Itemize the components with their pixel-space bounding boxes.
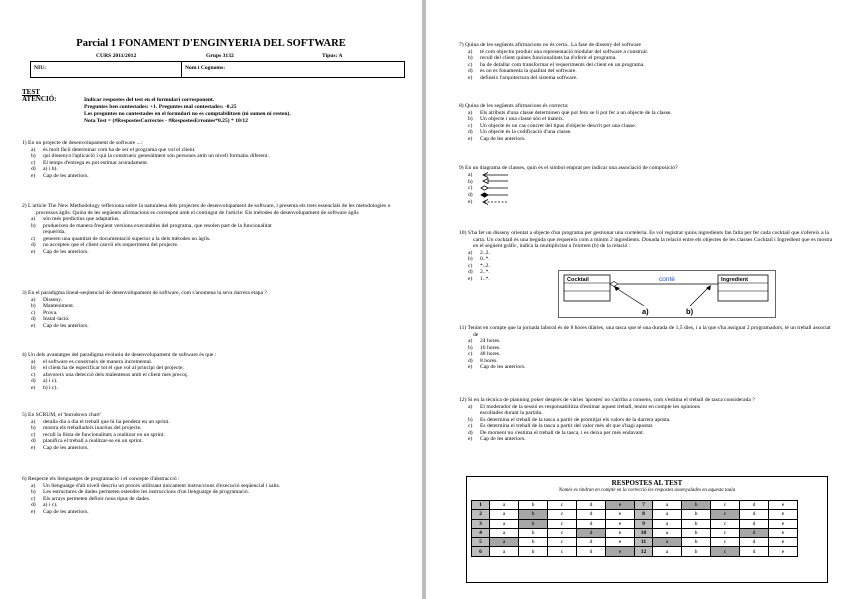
answer-cell[interactable]: e <box>606 510 635 519</box>
option-text: Els arrays permeten definir nous tipus de dades. <box>43 495 151 502</box>
answer-cell[interactable]: e <box>606 519 635 528</box>
option-text: planifica el treball a realitzar-se en un sprint. <box>43 438 143 444</box>
association-label: conté <box>659 276 675 283</box>
answer-cell[interactable]: d <box>740 501 769 510</box>
answer-option <box>22 323 404 330</box>
answer-cell[interactable]: c <box>711 547 740 556</box>
option-text: *..2. <box>480 262 490 269</box>
answer-sheet-subtitle: Només es tindran en compte en la correcció les respostes assenyalades en aquesta taula <box>558 488 736 493</box>
option-letter: b) <box>31 365 36 371</box>
exam-type: Tipus: A <box>322 53 343 59</box>
answer-option <box>22 445 404 452</box>
answer-cell[interactable]: b <box>519 519 548 528</box>
option-text: escoltades durant la partida. <box>480 410 543 416</box>
question-stem: 9) En un diagrama de classes, quin és el símbol emprat per indicar una associació de composició? <box>459 165 678 171</box>
option-text: no accepten que el client canviï els requeriment del projecte. <box>43 242 179 248</box>
option-text: 16 hores. <box>480 344 501 351</box>
option-letter: c) <box>31 309 36 316</box>
answer-cell[interactable]: b <box>682 501 711 510</box>
answer-option <box>459 364 834 371</box>
question-number: 4 <box>472 528 490 537</box>
answer-cell[interactable]: a <box>490 547 519 556</box>
option-text: 24 hores. <box>480 338 501 344</box>
answer-option <box>459 436 834 443</box>
option-letter: e) <box>31 508 36 515</box>
question-r0 <box>459 42 834 81</box>
answer-cell[interactable]: b <box>519 547 548 556</box>
atencio-line-2: Preguntes ben contestades: +1. Preguntes mal contestades: -0.25 <box>84 104 237 110</box>
table-row <box>472 538 798 547</box>
option-letter: e) <box>31 444 36 451</box>
question-l0 <box>22 140 404 179</box>
option-letter: d) <box>468 192 473 199</box>
option-letter: d) <box>31 166 36 172</box>
answer-cell[interactable]: b <box>519 528 548 537</box>
answer-cell[interactable]: d <box>740 547 769 556</box>
option-text: Un llenguatge d'alt nivell descriu un procés utilitzant únicament instruccions d'execució seqüencial i salts. <box>43 482 281 489</box>
option-text: ha de detallar com transformar el requeriments del client en un programa. <box>480 61 645 68</box>
option-text: generen una quantitat de documentació superior a la dels mètodes no àgils. <box>43 235 211 242</box>
option-text: Cap de les anteriors. <box>480 135 526 142</box>
answer-cell[interactable]: a <box>653 510 682 519</box>
option-letter: a) <box>468 249 473 256</box>
exam-title: Parcial 1 FONAMENT D'ENGINYERIA DEL SOFTWARE <box>76 38 346 49</box>
ingredient-class-label: Ingredient <box>721 277 749 283</box>
option-text: Prova. <box>43 309 58 316</box>
answer-cell[interactable]: c <box>548 501 577 510</box>
page-right <box>426 0 848 599</box>
question-stem: 4) Un dels avantatges del paradigma evolutiu de desenvolupament de software és que : <box>22 352 217 358</box>
atencio-label: ATENCIÓ: <box>22 95 57 103</box>
answer-cell[interactable]: d <box>577 501 606 510</box>
option-text: a) i b). <box>43 166 58 172</box>
option-text: Cap de les anteriors. <box>43 172 89 179</box>
option-text: produeixen de manera freqüent versions executables del programa, que resolen part de la funcionalitat <box>43 222 272 229</box>
option-letter: e) <box>468 74 473 81</box>
option-text: Cap de les anteriors. <box>480 364 526 370</box>
option-text: 0..*. <box>480 256 490 262</box>
option-text: El moderador de la sessió es responsabilitza d'estimar aquest treball, tenint en compte les opinions <box>480 403 700 410</box>
answer-cell[interactable]: e <box>769 501 798 510</box>
option-letter: c) <box>31 159 36 166</box>
option-text: Manteniment. <box>43 303 75 309</box>
answer-cell[interactable]: d <box>740 538 769 547</box>
uml-symbol-icon <box>480 192 510 198</box>
question-stem: 6) Respecte els llenguatges de programació i el concepte d'abstracció : <box>22 476 180 482</box>
question-stem: 7) Quina de les següents afirmacions no és certa.. La fase de disseny del software <box>459 42 642 48</box>
option-text: és on es fonamenta la qualitat del software. <box>480 68 577 74</box>
option-text: Els atributs d'una classe determinen què pot fero se li pot fer a un objecte de la classe. <box>480 109 672 116</box>
option-text: 2..2. <box>480 249 490 256</box>
label-b: b) <box>686 307 694 316</box>
option-text: De moment no s'estima el treball de la tasca, i es deixa per més endavant. <box>480 429 645 436</box>
option-letter: e) <box>31 172 36 179</box>
answer-option <box>459 172 834 179</box>
option-text: El temps d'entrega es pot estimar acuradament. <box>43 159 149 166</box>
question-l5 <box>22 476 404 515</box>
answer-sheet-title: RESPOSTES AL TEST <box>611 479 683 487</box>
question-number: 3 <box>472 519 490 528</box>
question-number: 7 <box>635 501 653 510</box>
name-label: Nom i Cognoms: <box>185 65 226 71</box>
option-letter: d) <box>468 429 473 436</box>
question-l1 <box>22 203 404 255</box>
option-letter: e) <box>468 198 473 205</box>
answer-sheet <box>466 476 828 583</box>
option-text: 2..*. <box>480 269 490 275</box>
question-stem: 1) En un projecte de desenvolupament de software ...: <box>22 140 143 146</box>
answer-cell[interactable]: b <box>519 510 548 519</box>
option-letter: e) <box>468 364 473 370</box>
option-letter: c) <box>31 495 36 502</box>
option-letter: c) <box>31 235 36 242</box>
option-letter: a) <box>31 146 36 153</box>
answer-cell[interactable]: c <box>711 538 740 547</box>
option-text: Un objecte i una classe són el mateix. <box>480 116 565 122</box>
option-letter: a) <box>31 296 36 303</box>
option-text: Cap de les anteriors. <box>43 444 89 451</box>
option-text: té com objectiu produir una representació modular del software a construir. <box>480 48 649 55</box>
option-text: és molt fàcil determinar com ha de ser el programa que vol el client. <box>43 146 196 153</box>
answer-cell[interactable]: c <box>548 547 577 556</box>
option-text: mostra els treballadors inactius del projecte. <box>43 425 142 431</box>
answer-cell[interactable]: a <box>653 547 682 556</box>
answer-cell[interactable]: c <box>548 519 577 528</box>
answer-cell[interactable]: c <box>548 510 577 519</box>
question-l3 <box>22 352 404 391</box>
option-letter: b) <box>468 116 473 122</box>
option-text: Cap de les anteriors. <box>43 248 89 255</box>
answer-option <box>22 509 404 516</box>
question-number: 11 <box>635 538 653 547</box>
option-letter: a) <box>468 338 473 344</box>
question-number: 8 <box>635 510 653 519</box>
question-stem: 10) S'ha fet un disseny orientat a objecte d'un programa per gestionar una cocteleria. Es vol registrar quins ingredients fan falta per fer cada cocktail que s'ofereix a la carta. Un cocktail és una beguda que requereix com a mínim 2 ingredients. Donada la relació entre els objectes de les classes Cocktail i Ingredient que es mostra en el següent gràfic, indica la multiplicitat a l'extrem (b) de la relació : <box>459 230 833 249</box>
course-year: CURS 2011/2012 <box>96 53 137 59</box>
option-letter: b) <box>468 344 473 351</box>
uml-symbol-icon <box>480 172 510 178</box>
option-letter: d) <box>31 242 36 248</box>
answer-cell[interactable]: e <box>606 501 635 510</box>
answer-cell[interactable]: e <box>769 510 798 519</box>
option-letter: b) <box>31 303 36 309</box>
answer-cell[interactable]: e <box>769 528 798 537</box>
answer-table <box>471 500 798 557</box>
option-text: 1..*. <box>480 275 490 282</box>
option-letter: e) <box>468 436 473 442</box>
option-letter: e) <box>31 384 36 391</box>
answer-cell[interactable]: e <box>769 519 798 528</box>
question-r4 <box>459 325 834 371</box>
name-field[interactable] <box>181 61 405 78</box>
option-letter: d) <box>468 357 473 364</box>
option-letter: c) <box>468 262 473 269</box>
question-stem: 3) En el paradigma lineal-seqüencial de desenvolupament de software, com s'anomena la seva darrera etapa ? <box>22 290 267 296</box>
question-l2 <box>22 290 404 329</box>
question-number: 5 <box>472 538 490 547</box>
answer-cell[interactable]: c <box>711 510 740 519</box>
atencio-line-4: Nota Test = (#RespostesCorrectes - #RespostesErronies*0.25) * 10/12 <box>84 118 248 124</box>
answer-option <box>459 185 834 192</box>
answer-cell[interactable]: e <box>769 538 798 547</box>
question-stem: 2) L'article The New Methodology reflexiona sobre la naturalesa dels projectes de desenvolupament de software, i presenta els trets essencials de les metodologies o processos àgils. Quina de les següents afirmacions es correspon amb el contingut de l'article: Els mètodes de desenvolupament de software àgils <box>22 203 391 216</box>
cocktail-class-label: Cocktail <box>567 277 589 283</box>
option-text: Instal·lació. <box>43 316 70 322</box>
question-l4 <box>22 412 404 451</box>
option-text: qui dissenya l'aplicació i qui la construeix generalment són persones amb un nivell formatiu diferent. <box>43 153 269 159</box>
answer-cell[interactable]: b <box>682 547 711 556</box>
answer-cell[interactable]: a <box>490 519 519 528</box>
answer-cell[interactable]: e <box>769 547 798 556</box>
answer-cell[interactable]: d <box>577 510 606 519</box>
option-text: són més predictius que adaptatius. <box>43 216 120 222</box>
option-letter: c) <box>468 61 473 68</box>
uml-symbol-icon <box>480 199 510 205</box>
answer-cell[interactable]: b <box>682 519 711 528</box>
option-letter: a) <box>31 216 36 222</box>
question-stem: 12) Si en la tècnica de planning poker després de vàries 'apostes' no s'arriba a consens, com s'estima el treball de tasca considerada ? <box>459 397 755 403</box>
option-text: defineix l'arquitectura del sistema software. <box>480 74 578 81</box>
option-letter: e) <box>31 322 36 329</box>
question-number: 6 <box>472 547 490 556</box>
answer-cell[interactable]: b <box>682 528 711 537</box>
option-text: a) i c). <box>43 502 58 508</box>
answer-cell[interactable]: a <box>490 528 519 537</box>
answer-option <box>459 136 834 143</box>
option-letter: b) <box>468 178 473 185</box>
answer-cell[interactable]: a <box>653 538 682 547</box>
question-r2 <box>459 165 834 205</box>
table-row <box>472 519 798 528</box>
answer-option <box>459 199 834 206</box>
uml-symbol-icon <box>480 185 510 191</box>
option-letter: d) <box>31 502 36 508</box>
option-text: Un objecte és un cas concret del tipus d'objecte descrit per una classe. <box>480 122 637 129</box>
label-a: a) <box>642 307 649 316</box>
question-stem: 5) En SCRUM, el 'burndown chart' <box>22 412 101 418</box>
answer-cell[interactable]: c <box>548 538 577 547</box>
option-letter: e) <box>31 248 36 255</box>
page-left <box>0 0 422 599</box>
option-letter: d) <box>31 378 36 384</box>
answer-cell[interactable]: b <box>519 501 548 510</box>
option-letter: d) <box>31 316 36 322</box>
answer-cell[interactable]: c <box>548 528 577 537</box>
option-text: 8 hores. <box>480 357 498 364</box>
answer-cell[interactable]: a <box>653 519 682 528</box>
answer-cell[interactable]: a <box>490 501 519 510</box>
option-letter: c) <box>31 431 36 438</box>
option-letter: d) <box>468 68 473 74</box>
answer-cell[interactable]: d <box>577 538 606 547</box>
option-text: el client ha de especificar tot el que vol al principi del projecte. <box>43 365 184 371</box>
option-letter: b) <box>468 256 473 262</box>
option-text: Es determina el treball de la tasca a partir del valor més alt que s'hagi apostat. <box>480 423 654 429</box>
atencio-line-3: Les preguntes no contestades en el formulari no es comptabilitzen (ni sumen ni resten). <box>84 111 291 117</box>
question-stem: 11) Tenint en compte que la jornada laboral és de 8 hores diàries, una tasca que té una durada de 1,5 dies, i a la que s'ha assignat 2 programadors, té un treball associat de <box>459 325 831 338</box>
table-row <box>472 528 798 537</box>
answer-cell[interactable]: d <box>577 547 606 556</box>
option-text: Cap de les anteriors. <box>43 508 89 515</box>
option-text: recull la llista de funcionalitats a realitzar en un sprint. <box>43 431 165 438</box>
option-letter: c) <box>468 351 473 357</box>
answer-cell[interactable]: d <box>740 510 769 519</box>
option-letter: a) <box>468 109 473 116</box>
answer-cell[interactable]: d <box>740 528 769 537</box>
option-text: el software es construeix de manera incremental. <box>43 358 153 365</box>
answer-option <box>459 178 834 185</box>
answer-option <box>22 173 404 180</box>
answer-cell[interactable]: d <box>740 519 769 528</box>
answer-cell[interactable]: d <box>577 528 606 537</box>
atencio-line-1: Indicar respostes del test en el formulari corresponent. <box>84 97 215 103</box>
answer-cell[interactable]: c <box>711 528 740 537</box>
option-letter: b) <box>31 153 36 159</box>
class-diagram <box>558 270 776 318</box>
question-number: 9 <box>635 519 653 528</box>
option-text: Es determina el treball de la tasca a partir de promitjar els valors de la darrera aposta. <box>480 416 671 423</box>
option-letter: e) <box>468 275 473 282</box>
option-letter: c) <box>468 122 473 129</box>
option-text: requerida. <box>43 229 66 235</box>
answer-cell[interactable]: a <box>653 528 682 537</box>
question-r1 <box>459 103 834 142</box>
option-text: Cap de les anteriors. <box>480 436 526 442</box>
option-letter: a) <box>31 358 36 365</box>
answer-cell[interactable]: a <box>490 510 519 519</box>
option-letter: b) <box>468 416 473 423</box>
table-row <box>472 547 798 556</box>
answer-cell[interactable]: b <box>682 538 711 547</box>
question-number: 12 <box>635 547 653 556</box>
option-letter: c) <box>468 423 473 429</box>
option-text: afavoreix una detecció dels malentesos amb el client més precoç. <box>43 371 189 378</box>
niu-label: NIU: <box>34 65 47 71</box>
option-letter: d) <box>468 269 473 275</box>
option-text: Un objecte és la codificació d'una classe. <box>480 129 572 135</box>
question-stem: 8) Quina de les següents afirmacions és correcta: <box>459 103 569 109</box>
answer-cell[interactable]: c <box>711 519 740 528</box>
option-letter: a) <box>468 171 473 178</box>
option-letter: b) <box>31 489 36 495</box>
option-letter: b) <box>31 425 36 431</box>
answer-cell[interactable]: e <box>606 547 635 556</box>
question-number: 1 <box>472 501 490 510</box>
answer-cell[interactable]: e <box>606 538 635 547</box>
answer-cell[interactable]: b <box>682 510 711 519</box>
option-text: Disseny. <box>43 296 63 303</box>
option-letter: a) <box>31 482 36 489</box>
answer-option <box>459 192 834 199</box>
answer-cell[interactable]: a <box>653 501 682 510</box>
option-text: Cap de les anteriors. <box>43 322 89 329</box>
option-letter: a) <box>31 418 36 425</box>
answer-cell[interactable]: b <box>519 538 548 547</box>
answer-cell[interactable]: c <box>711 501 740 510</box>
option-text: b) i c). <box>43 384 58 391</box>
option-letter: e) <box>468 135 473 142</box>
test-heading: TEST <box>22 88 40 96</box>
option-letter: c) <box>468 185 473 192</box>
answer-cell[interactable]: d <box>577 519 606 528</box>
option-text: detalla dia a dia el treball que hi ha pendent en un sprint. <box>43 418 170 425</box>
option-text: recull del client quines funcionalitats ha d'oferir el programa. <box>480 55 617 61</box>
option-letter: a) <box>468 48 473 55</box>
answer-cell[interactable]: e <box>606 528 635 537</box>
option-letter: b) <box>468 55 473 61</box>
option-letter: c) <box>31 371 36 378</box>
answer-option <box>459 75 834 82</box>
table-row <box>472 510 798 519</box>
question-number: 10 <box>635 528 653 537</box>
option-text: Les estructures de dades permeten estendre les instruccions d'un llenguatge de programació. <box>43 489 250 495</box>
answer-cell[interactable]: a <box>490 538 519 547</box>
question-r5 <box>459 397 834 443</box>
option-letter: d) <box>468 129 473 135</box>
answer-option <box>22 385 404 392</box>
option-letter: a) <box>468 403 473 410</box>
question-number: 2 <box>472 510 490 519</box>
answer-option <box>22 249 404 256</box>
groups: Grups 3132 <box>206 53 234 59</box>
option-letter: b) <box>31 222 36 229</box>
niu-field[interactable] <box>30 61 182 78</box>
option-letter: d) <box>31 438 36 444</box>
option-text: a) i c). <box>43 378 58 384</box>
uml-symbol-icon <box>480 178 510 184</box>
table-row <box>472 501 798 510</box>
option-text: 48 hores. <box>480 351 501 357</box>
